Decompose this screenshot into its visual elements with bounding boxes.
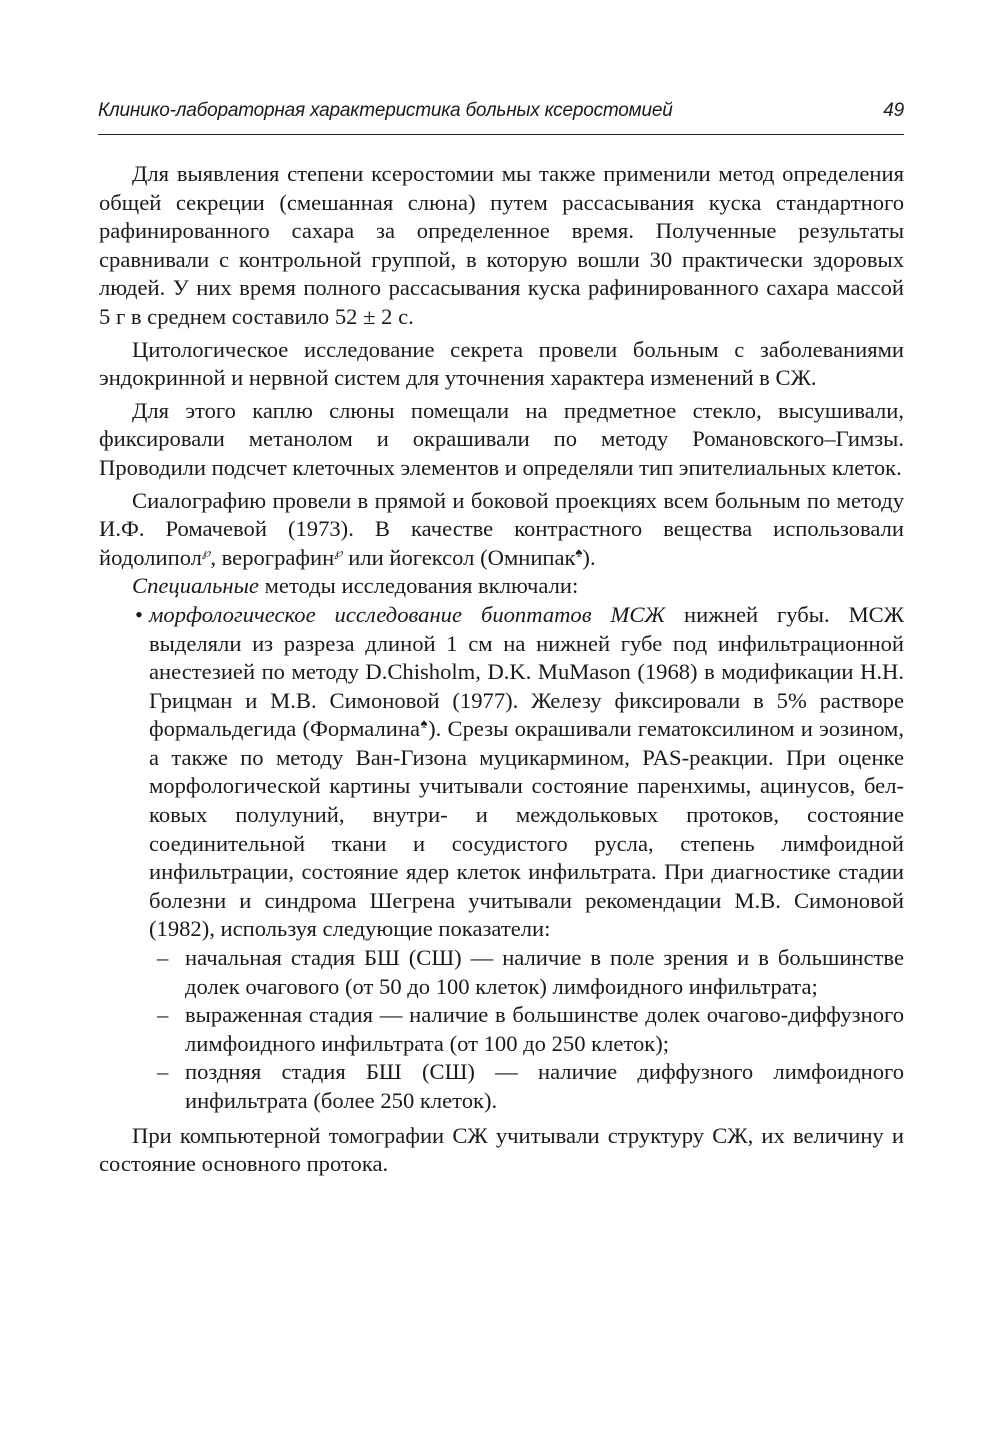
- late-stage-text: поздняя стадия БШ (СШ) — наличие диффузного лимфоидного инфильтрата (более 250 клеток).: [185, 1059, 904, 1113]
- morphology-text-2: ). Срезы окрашивали гематоксилином и эозином, а также по методу Ван-Гизона муцикармином, PAS-реакции. При оценке морфологической картины учитывали состояние паренхимы, ацинусов, белковых полулуний, внутри- и междольковых протоков, состояние соединительной ткани и сосудистого русла, степень лимфоидной инфильтрации, состояние ядер клеток инфильтрата. При диагностике стадии болезни и синдрома Шегрена учитывали рекомендации М.В. Симоновой (1982), используя следующие показатели:: [149, 716, 905, 942]
- bullet-icon: •: [135, 601, 143, 627]
- running-title: Клинико-лабораторная характеристика больных ксеростомией: [98, 100, 673, 121]
- dash-icon: –: [157, 945, 169, 971]
- dash-icon: –: [157, 1059, 169, 1085]
- paragraph-special-methods: [99, 572, 904, 601]
- paragraph-saliva-sugar-test: Для выявления степени ксеростомии мы также применили метод определения общей секреции (смешанная слюна) путем рассасывания куска стандартного рафинированного сахара за определенное время. Полученные результаты сравнивали с контрольной группой, в которую вошли 30 практически здоровых людей. У них время полного рассасывания куска рафинированного сахара массой 5 г в среднем составило 52 ± 2 с.: [99, 161, 904, 329]
- list-item-pronounced-stage: [99, 1001, 904, 1058]
- special-italic: Специальные: [132, 573, 259, 599]
- pronounced-stage-text: выраженная стадия — наличие в большинстве долек очагово-диффузного лимфоидного инфильтрата (от 100 до 250 клеток);: [185, 1002, 904, 1056]
- paragraph-staining: Для этого каплю слюны помещали на предметное стекло, высушивали, фиксировали метанолом и окрашивали по методу Романовского–Гимзы. Проводили подсчет клеточных элементов и определяли тип эпителиальных клеток.: [99, 397, 904, 480]
- running-header: [98, 94, 904, 135]
- sialography-text-3: или йогексол (Омнипак: [342, 544, 576, 570]
- registered-mark: ℘: [201, 545, 211, 560]
- sialography-text-1: Сиалографию провели в прямой и боковой проекциях всем больным по методу И.Ф. Ромачевой (1973). В качестве контрастного вещества использовали йодолипол: [99, 487, 904, 570]
- special-methods-text: методы исследования включали:: [258, 573, 579, 599]
- list-item-late-stage: [99, 1058, 904, 1115]
- trademark-spade: ♠: [419, 715, 429, 731]
- trademark-spade: ♠: [575, 544, 583, 560]
- paragraph-cytology: Цитологическое исследование секрета провели больным с заболеваниями эндокринной и нервной систем для уточнения характера изменений в СЖ.: [99, 336, 904, 391]
- body-text: [99, 160, 904, 1183]
- paragraph-ct: При компьютерной томографии СЖ учитывали структуру СЖ, их величину и состояние основного протока.: [99, 1122, 904, 1177]
- morphology-italic: морфологическое исследование биоптатов МСЖ: [149, 601, 666, 627]
- list-item-morphology: [99, 601, 904, 944]
- paragraph-sialography: [99, 487, 904, 573]
- sialography-text-2: , верографин: [210, 544, 335, 570]
- list-item-initial-stage: [99, 944, 904, 1001]
- dash-icon: –: [157, 1002, 169, 1028]
- registered-mark: ℘: [334, 545, 343, 560]
- page-number: 49: [883, 100, 904, 121]
- sialography-text-4: ).: [582, 544, 596, 570]
- initial-stage-text: начальная стадия БШ (СШ) — наличие в поле зрения и в большинстве долек очагового (от 50 до 100 клеток) лимфоидного инфильтрата;: [185, 945, 904, 999]
- morphology-text-1: нижней губы. МСЖ выделяли из разреза длиной 1 см на нижней губе под инфильтрационной анестезией по методу D.Chisholm, D.K. MuMason (1968) в модификации Н.Н. Грицман и М.В. Симоновой (1977). Железу фиксировали в 5% растворе формальдегида (Формалина: [149, 601, 904, 742]
